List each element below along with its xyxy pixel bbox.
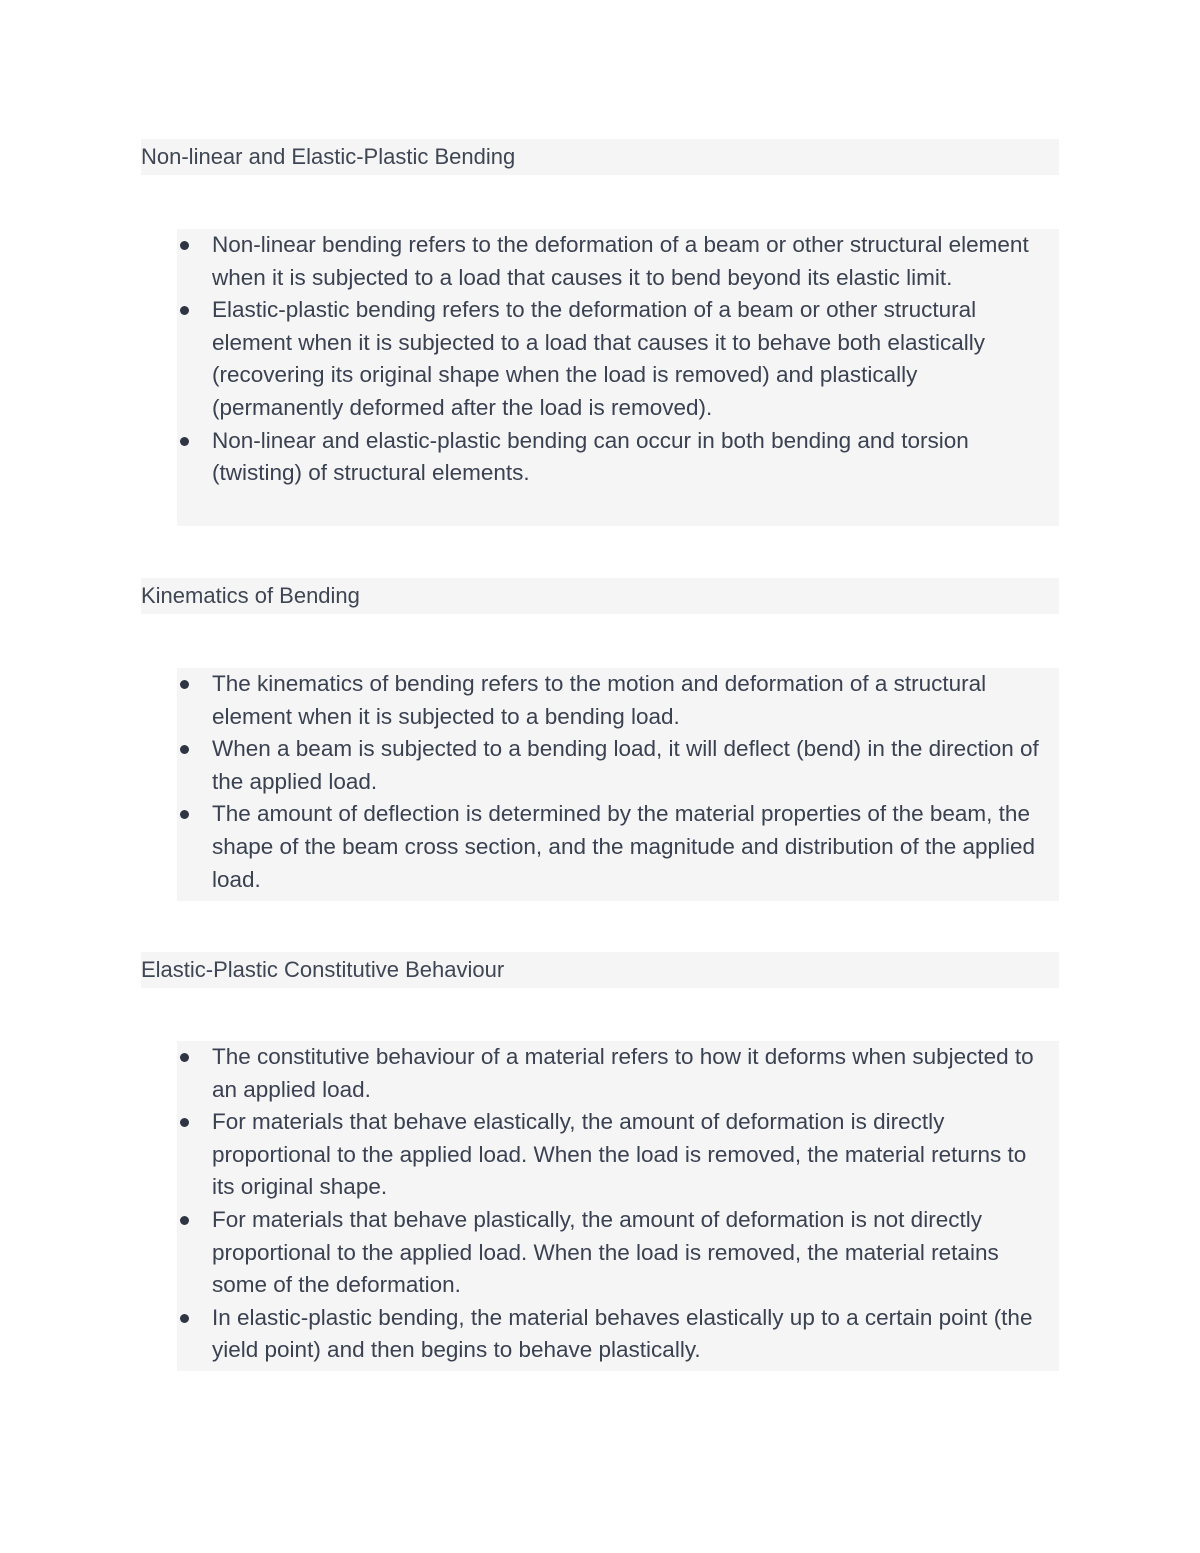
bullet-icon bbox=[180, 745, 189, 754]
list-item bbox=[177, 229, 1059, 294]
bullet-list-box bbox=[177, 229, 1059, 526]
bullet-icon bbox=[180, 810, 189, 819]
bullet-icon bbox=[180, 680, 189, 689]
list-item bbox=[177, 1302, 1059, 1367]
list-item bbox=[177, 733, 1059, 798]
list-item bbox=[177, 1204, 1059, 1302]
section-heading-text: Elastic-Plastic Constitutive Behaviour bbox=[141, 957, 505, 982]
list-item-text: The constitutive behaviour of a material refers to how it deforms when subjected to an applied load. bbox=[212, 1044, 1034, 1102]
list-item bbox=[177, 1041, 1059, 1106]
section-heading bbox=[141, 139, 1059, 175]
bullet-icon bbox=[180, 1216, 189, 1225]
list-item-text: The amount of deflection is determined by the material properties of the beam, the shape of the beam cross section, and the magnitude and distribution of the applied load. bbox=[212, 801, 1036, 892]
list-item-text: When a beam is subjected to a bending load, it will deflect (bend) in the direction of the applied load. bbox=[212, 736, 1039, 794]
bullet-list bbox=[177, 668, 1059, 896]
bullet-list bbox=[177, 1041, 1059, 1367]
list-item bbox=[177, 1106, 1059, 1204]
list-item bbox=[177, 668, 1059, 733]
list-item-text: The kinematics of bending refers to the motion and deformation of a structural element when it is subjected to a bending load. bbox=[212, 671, 987, 729]
bullet-icon bbox=[180, 241, 189, 250]
bullet-icon bbox=[180, 1053, 189, 1062]
list-item-text: Elastic-plastic bending refers to the deformation of a beam or other structural element when it is subjected to a load that causes it to behave both elastically (recovering its original shape when the load is removed) and plastically (permanently deformed after the load is removed). bbox=[212, 297, 985, 420]
bullet-icon bbox=[180, 1314, 189, 1323]
list-item bbox=[177, 294, 1059, 424]
bullet-icon bbox=[180, 437, 189, 446]
section-heading-text: Non-linear and Elastic-Plastic Bending bbox=[141, 144, 516, 169]
list-item-text: For materials that behave elastically, the amount of deformation is directly proportional to the applied load. When the load is removed, the material returns to its original shape. bbox=[212, 1109, 1027, 1200]
section-heading-text: Kinematics of Bending bbox=[141, 583, 360, 608]
list-item-text: Non-linear bending refers to the deformation of a beam or other structural element when it is subjected to a load that causes it to bend beyond its elastic limit. bbox=[212, 232, 1029, 290]
list-item-text: In elastic-plastic bending, the material behaves elastically up to a certain point (the yield point) and then begins to behave plastically. bbox=[212, 1304, 1033, 1363]
bullet-icon bbox=[180, 306, 189, 315]
section-heading bbox=[141, 578, 1059, 614]
list-item-text: Non-linear and elastic-plastic bending can occur in both bending and torsion (twisting) of structural elements. bbox=[212, 427, 969, 486]
list-item bbox=[177, 425, 1059, 490]
list-item-text: For materials that behave plastically, the amount of deformation is not directly proportional to the applied load. When the load is removed, the material retains some of the deformation. bbox=[212, 1206, 999, 1298]
bullet-list bbox=[177, 229, 1059, 490]
bullet-list-box bbox=[177, 668, 1059, 901]
section-heading bbox=[141, 952, 1059, 988]
bullet-icon bbox=[180, 1118, 189, 1127]
list-item bbox=[177, 798, 1059, 896]
bullet-list-box bbox=[177, 1041, 1059, 1371]
